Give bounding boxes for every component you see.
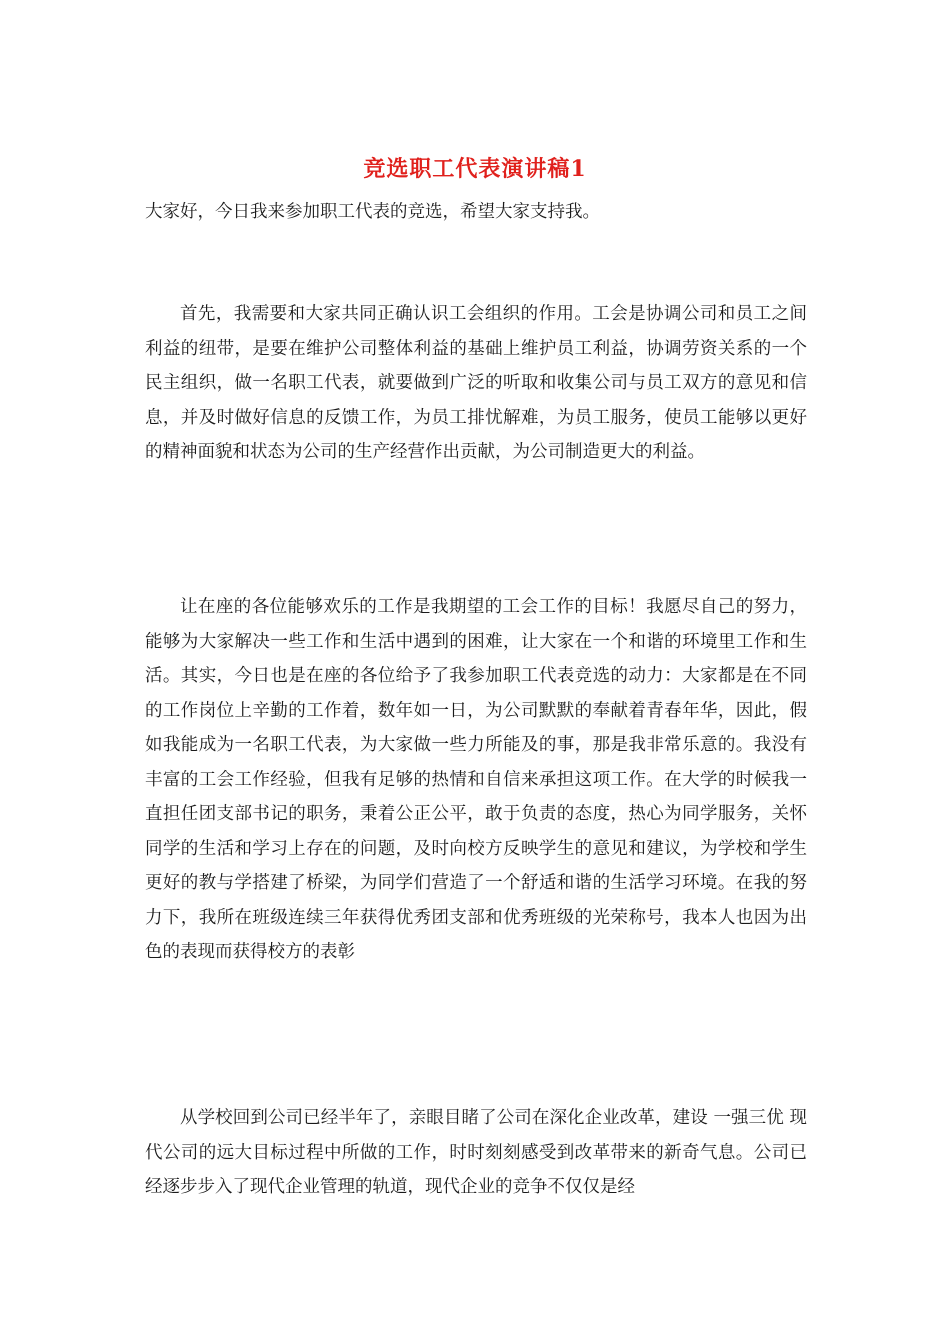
- document-title: 竞选职工代表演讲稿1: [363, 156, 587, 182]
- paragraph: 让在座的各位能够欢乐的工作是我期望的工会工作的目标！我愿尽自己的努力，能够为大家解决一些工作和生活中遇到的困难，让大家在一个和谐的环境里工作和生活。其实，今日也是在座的各位给予了我参加职工代表竞选的动力：大家都是在不同的工作岗位上辛勤的工作着，数年如一日，为公司默默的奉献着青春年华，因此，假如我能成为一名职工代表，为大家做一些力所能及的事，那是我非常乐意的。我没有丰富的工会工作经验，但我有足够的热情和自信来承担这项工作。在大学的时候我一直担任团支部书记的职务，秉着公正公平，敢于负责的态度，热心为同学服务，关怀同学的生活和学习上存在的问题，及时向校方反映学生的意见和建议，为学校和学生更好的教与学搭建了桥梁，为同学们营造了一个舒适和谐的生活学习环境。在我的努力下，我所在班级连续三年获得优秀团支部和优秀班级的光荣称号，我本人也因为出色的表现而获得校方的表彰: [145, 597, 807, 962]
- paragraph: 首先，我需要和大家共同正确认识工会组织的作用。工会是协调公司和员工之间利益的纽带，是要在维护公司整体利益的基础上维护员工利益，协调劳资关系的一个民主组织，做一名职工代表，就要做到广泛的听取和收集公司与员工双方的意见和信息，并及时做好信息的反馈工作，为员工排忧解难，为员工服务，使员工能够以更好的精神面貌和状态为公司的生产经营作出贡献，为公司制造更大的利益。: [145, 304, 807, 462]
- paragraph: 从学校回到公司已经半年了，亲眼目睹了公司在深化企业改革，建设 一强三优 现代公司的远大目标过程中所做的工作，时时刻刻感受到改革带来的新奇气息。公司已经逐步步入了现代企业管理的轨道，现代企业的竞争不仅仅是经: [145, 1108, 807, 1197]
- greeting-line: 大家好，今日我来参加职工代表的竞选，希望大家支持我。: [145, 202, 600, 222]
